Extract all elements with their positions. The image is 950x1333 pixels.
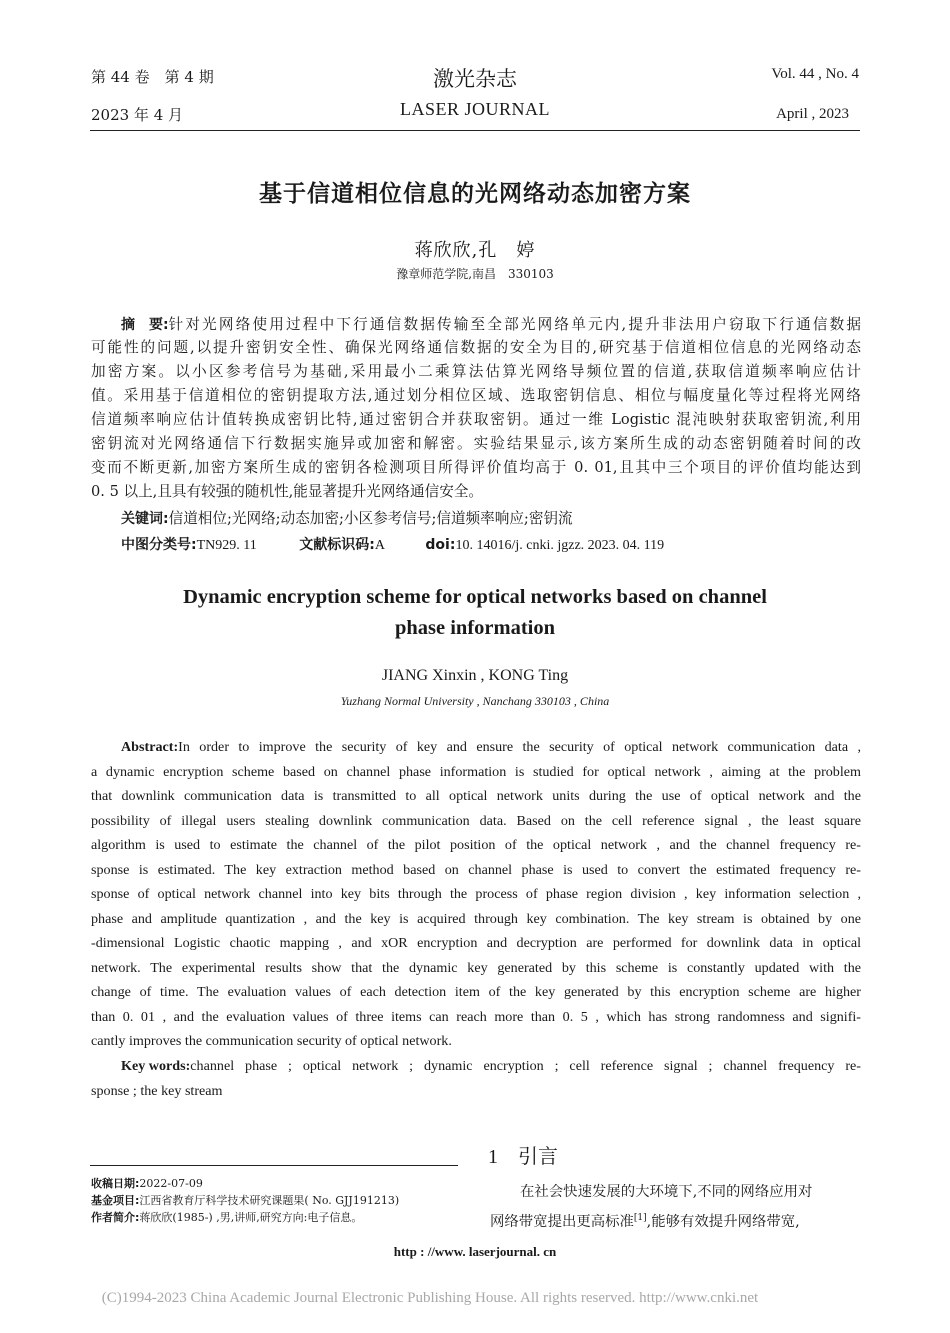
footnote-received — [91, 1175, 399, 1192]
doc-code-label: 文献标识码: — [299, 537, 375, 553]
doi-label: doi: — [425, 537, 456, 553]
footnote-fund — [91, 1192, 399, 1209]
abstract-line: -dimensional Logistic chaotic mapping , and xOR encryption and decryption are performed for downlink data in optical — [91, 935, 861, 951]
section-1-line1: 在社会快速发展的大环境下,不同的网络应用对 — [520, 1184, 813, 1200]
authors-en: JIANG Xinxin , KONG Ting — [381, 667, 569, 684]
paper-title-cn: 基于信道相位信息的光网络动态加密方案 — [259, 181, 691, 207]
copyright-notice: (C)1994-2023 China Academic Journal Electronic Publishing House. All rights reserved. http://www.cnki.net — [101, 1290, 759, 1306]
abstract-cn-label: 摘 要: — [121, 317, 169, 333]
abstract-en-body — [91, 764, 861, 1034]
header-rule — [90, 130, 860, 131]
abstract-line: change of time. The evaluation values of each detection item of the key generated by this encryption scheme are higher — [91, 984, 861, 1000]
abstract-line: a dynamic encryption scheme based on channel phase information is studied for optical network , aiming at the problem — [91, 763, 861, 780]
section-1-number: 1 — [488, 1146, 498, 1168]
header-date-cn: 2023 年 4 月 — [91, 106, 184, 124]
clc-label: 中图分类号: — [121, 537, 197, 553]
journal-url[interactable]: http : //www. laserjournal. cn — [393, 1244, 557, 1259]
footnote-fund-value: 江西省教育厅科学技术研究课题果( No. GJJ191213) — [139, 1194, 400, 1207]
keywords-en-label: Key words: — [121, 1058, 191, 1074]
abstract-line: possibility of illegal users stealing downlink communication data. Based on the cell reference signal , the least square — [91, 812, 861, 829]
footnote-rule — [90, 1165, 458, 1166]
header-volume-issue-en: Vol. 44 , No. 4 — [771, 66, 859, 82]
section-1-line2-post: ,能够有效提升网络带宽, — [646, 1213, 800, 1230]
affiliation-cn: 豫章师范学院,南昌 330103 — [396, 267, 554, 281]
abstract-line: 加密方案。以小区参考信号为基础,采用最小二乘算法估算光网络导频位置的信道,获取信道频率响应估计 — [91, 363, 861, 380]
abstract-line: phase and amplitude quantization , and the key is acquired through key combination. The key stream is obtained by one — [91, 910, 861, 927]
keywords-cn-text: 信道相位;光网络;动态加密;小区参考信号;信道频率响应;密钥流 — [168, 510, 573, 527]
keywords-cn — [121, 508, 573, 529]
doi-value: 10. 14016/j. cnki. jgzz. 2023. 04. 119 — [455, 538, 665, 553]
abstract-en-last-line: cantly improves the communication security of optical network. — [91, 1033, 452, 1049]
section-1-heading — [488, 1140, 558, 1169]
abstract-cn — [91, 314, 861, 506]
abstract-en-text: In order to improve the security of key and ensure the security of optical network communication data , — [178, 739, 861, 755]
header-volume-issue-cn: 第 44 卷 第 4 期 — [91, 68, 214, 86]
abstract-line: 可能性的问题,以提升密钥安全性、确保光网络通信数据的安全为目的,研究基于信道相位信息的光网络动态 — [91, 339, 861, 356]
section-1-title: 引言 — [518, 1144, 558, 1168]
section-1-line2-pre: 网络带宽提出更高标准 — [490, 1213, 634, 1230]
footnote-received-value: 2022-07-09 — [139, 1177, 203, 1190]
classification-line — [121, 534, 664, 554]
doc-code-value: A — [374, 538, 385, 553]
journal-title-cn: 激光杂志 — [433, 67, 517, 91]
clc-value: TN929. 11 — [196, 538, 257, 553]
keywords-en-first-line — [91, 1058, 861, 1083]
footnote-author-label: 作者简介: — [91, 1211, 140, 1224]
paper-title-en — [0, 582, 950, 644]
citation-ref-1[interactable]: [1] — [633, 1213, 647, 1223]
abstract-line: sponse is estimated. The key extraction method based on channel phase is used to convert the estimated frequency re- — [91, 861, 861, 878]
footnote-received-label: 收稿日期: — [91, 1177, 140, 1190]
abstract-cn-body — [91, 338, 861, 482]
footnote-fund-label: 基金项目: — [91, 1194, 140, 1207]
keywords-cn-label: 关键词: — [121, 511, 169, 527]
header-date-en: April , 2023 — [776, 106, 849, 122]
paper-title-en-line1: Dynamic encryption scheme for optical networks based on channel — [183, 586, 767, 608]
section-1-line2 — [490, 1208, 860, 1232]
abstract-line: 值。采用基于信道相位的密钥提取方法,通过划分相位区域、选取密钥信息、相位与幅度量化等过程将光网络 — [91, 387, 861, 404]
abstract-en — [91, 739, 861, 1058]
footnote-author-value: 蒋欣欣(1985-) ,男,讲师,研究方向:电子信息。 — [139, 1211, 363, 1224]
abstract-line: algorithm is used to estimate the channel of the pilot position of the optical network , and the channel frequency re- — [91, 837, 861, 853]
authors-cn: 蒋欣欣,孔 婷 — [414, 240, 536, 261]
abstract-cn-last-line: 0. 5 以上,且具有较强的随机性,能显著提升光网络通信安全。 — [91, 483, 484, 500]
abstract-line: sponse of optical network channel into key bits through the process of phase region division , key information selection , — [91, 886, 861, 902]
keywords-en-text: channel phase ; optical network ; dynamic encryption ; cell reference signal ; channel frequency re- — [190, 1058, 861, 1074]
affiliation-en: Yuzhang Normal University , Nanchang 330103 , China — [340, 694, 610, 708]
abstract-cn-text: 针对光网络使用过程中下行通信数据传输至全部光网络单元内,提升非法用户窃取下行通信数据 — [168, 316, 861, 333]
footnote — [91, 1175, 399, 1226]
paper-title-en-line2: phase information — [394, 617, 556, 639]
abstract-en-label: Abstract: — [121, 739, 179, 755]
keywords-en-last-line: sponse ; the key stream — [91, 1082, 223, 1099]
abstract-line: network. The experimental results show that the dynamic key generated by this scheme is constantly updated with the — [91, 959, 861, 976]
section-1-body — [490, 1182, 860, 1232]
keywords-en — [91, 1058, 861, 1100]
abstract-line: 密钥流对光网络通信下行数据实施异或加密和解密。实验结果显示,该方案所生成的动态密钥随着时间的改 — [91, 435, 861, 452]
abstract-cn-first-line — [91, 314, 861, 338]
abstract-line: 变而不断更新,加密方案所生成的密钥各检测项目所得评价值均高于 0. 01,且其中三个项目的评价值均能达到 — [91, 459, 861, 476]
abstract-line: than 0. 01 , and the evaluation values of three items can reach more than 0. 5 , which has strong randomness and signifi- — [91, 1008, 861, 1025]
footnote-author — [91, 1209, 399, 1226]
journal-title-en: LASER JOURNAL — [399, 99, 550, 119]
abstract-line: 信道频率响应估计值转换成密钥比特,通过密钥合并获取密钥。通过一维 Logistic 混沌映射获取密钥流,利用 — [91, 411, 861, 428]
abstract-en-first-line — [91, 739, 861, 764]
abstract-line: that downlink communication data is transmitted to all optical network units during the use of optical network and the — [91, 788, 861, 804]
